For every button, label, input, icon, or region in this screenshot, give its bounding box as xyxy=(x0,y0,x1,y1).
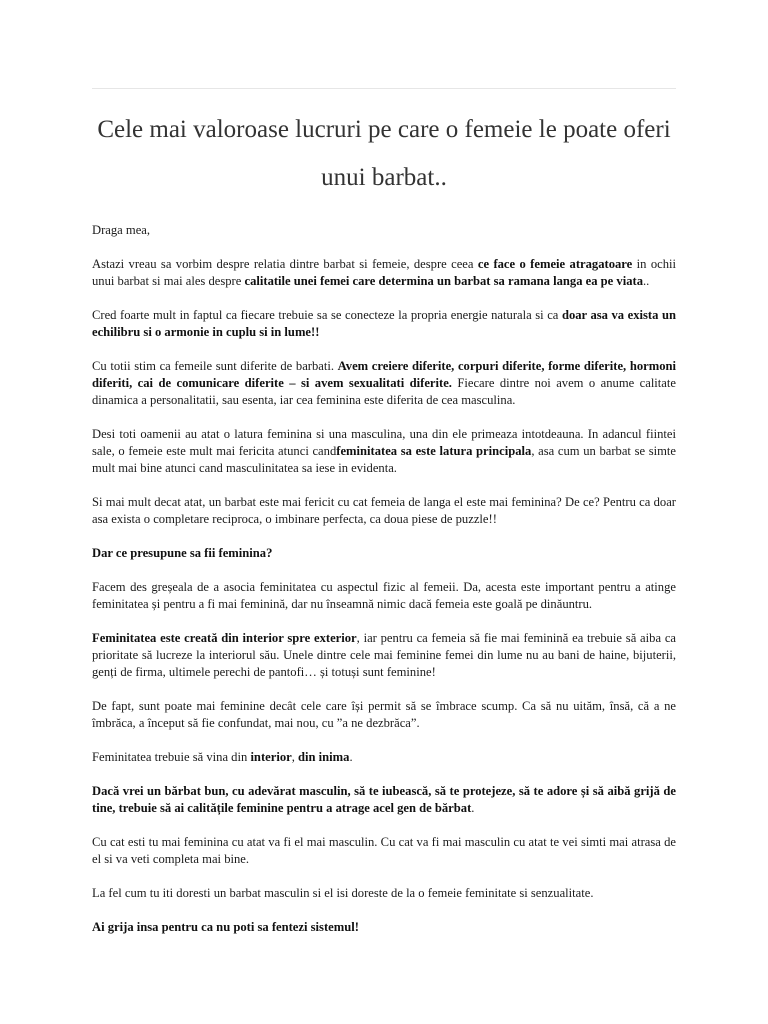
paragraph xyxy=(92,494,676,528)
bold-text: ce face o femeie atragatoare xyxy=(477,257,633,271)
paragraph xyxy=(92,307,676,341)
paragraph xyxy=(92,698,676,732)
paragraph xyxy=(92,749,676,766)
text-run: . xyxy=(471,801,475,815)
bold-text: interior xyxy=(250,750,292,764)
text-run: Astazi vreau sa vorbim despre relatia dintre barbat si femeie, despre ceea xyxy=(92,257,478,271)
text-run: Desi toti oamenii au atat o latura feminina si una masculina, una din ele primeaza intotdeauna. In adancul fiintei sale, o femeie este mult mai fericita atunci cand xyxy=(92,427,676,458)
bold-text: doar asa va exista un echilibru si o armonie in cuplu si in lume!! xyxy=(92,308,676,339)
paragraph xyxy=(92,426,676,477)
text-run: De fapt, sunt poate mai feminine decât cele care își permit să se îmbrace scump. Ca să nu uităm, însă, că a ne îmbrăca, a început să fie confundat, mai nou, cu ”a ne dezbrăca”. xyxy=(92,699,676,730)
paragraph xyxy=(92,358,676,409)
bold-text: Dacă vrei un bărbat bun, cu adevărat masculin, să te iubească, să te protejeze, să te adore și să aibă grijă de tine, trebuie să ai calitățile feminine pentru a atrage acel gen de bărbat xyxy=(92,784,676,815)
text-run: , asa cum un barbat se simte mult mai bine atunci cand masculinitatea sa iese in evidenta. xyxy=(92,444,676,475)
text-run: Draga mea, xyxy=(92,223,151,237)
paragraph xyxy=(92,579,676,613)
text-run: , iar pentru ca femeia să fie mai feminină ea trebuie să aiba ca prioritate să lucreze la interiorul său. Unele dintre cele mai feminine femei din lume nu au bani de haine, bijuterii, genți de firma, ultimele perechi de pantofi… și totuși sunt feminine! xyxy=(92,631,676,679)
text-run: Si mai mult decat atat, un barbat este mai fericit cu cat femeia de langa el este mai feminina? De ce? Pentru ca doar asa exista o completare reciproca, o imbinare perfecta, ca doua piese de puzzle!! xyxy=(92,495,676,526)
bold-text: Dar ce presupune sa fii feminina? xyxy=(92,546,273,560)
paragraph xyxy=(92,885,676,902)
bold-text: feminitatea sa este latura principala xyxy=(336,444,532,458)
paragraph xyxy=(92,256,676,290)
text-run: Feminitatea trebuie să vina din xyxy=(92,750,251,764)
bold-text: Ai grija insa pentru ca nu poti sa fentezi sistemul! xyxy=(92,920,359,934)
top-divider xyxy=(92,88,676,89)
document-title: Cele mai valoroase lucruri pe care o femeie le poate oferi unui barbat.. xyxy=(97,116,671,191)
paragraph xyxy=(92,222,676,239)
paragraph xyxy=(92,545,676,562)
paragraph xyxy=(92,919,676,936)
bold-text: Avem creiere diferite, corpuri diferite, forme diferite, hormoni diferiti, cai de comunicare diferite – si avem sexualitati diferite. xyxy=(92,359,676,390)
bold-text: Feminitatea este creată din interior spre exterior xyxy=(92,631,357,645)
text-run: .. xyxy=(643,274,650,288)
text-run: in ochii unui barbat si mai ales despre xyxy=(92,257,677,288)
document-body xyxy=(92,222,676,953)
paragraph xyxy=(92,783,676,817)
text-run: Cu cat esti tu mai feminina cu atat va fi el mai masculin. Cu cat va fi mai masculin cu atat te vei simti mai atrasa de el si va veti completa mai bine. xyxy=(92,835,676,866)
paragraph xyxy=(92,630,676,681)
text-run: , xyxy=(291,750,298,764)
text-run: Fiecare dintre noi avem o anume calitate dinamica a personalitatii, sau esenta, iar cea feminina este diferita de cea masculina. xyxy=(92,376,676,407)
bold-text: din inima xyxy=(298,750,350,764)
bold-text: calitatile unei femei care determina un barbat sa ramana langa ea pe viata xyxy=(244,274,644,288)
text-run: . xyxy=(349,750,353,764)
text-run: Cu totii stim ca femeile sunt diferite de barbati. xyxy=(92,359,338,373)
text-run: Facem des greșeala de a asocia feminitatea cu aspectul fizic al femeii. Da, acesta este important pentru a atinge feminitatea și pentru a fi mai feminină, dar nu înseamnă nimic dacă femeia este goală pe dinăuntru. xyxy=(92,580,676,611)
text-run: Cred foarte mult in faptul ca fiecare trebuie sa se conecteze la propria energie naturala si ca xyxy=(92,308,562,322)
text-run: La fel cum tu iti doresti un barbat masculin si el isi doreste de la o femeie feminitate si senzualitate. xyxy=(92,886,594,900)
paragraph xyxy=(92,834,676,868)
